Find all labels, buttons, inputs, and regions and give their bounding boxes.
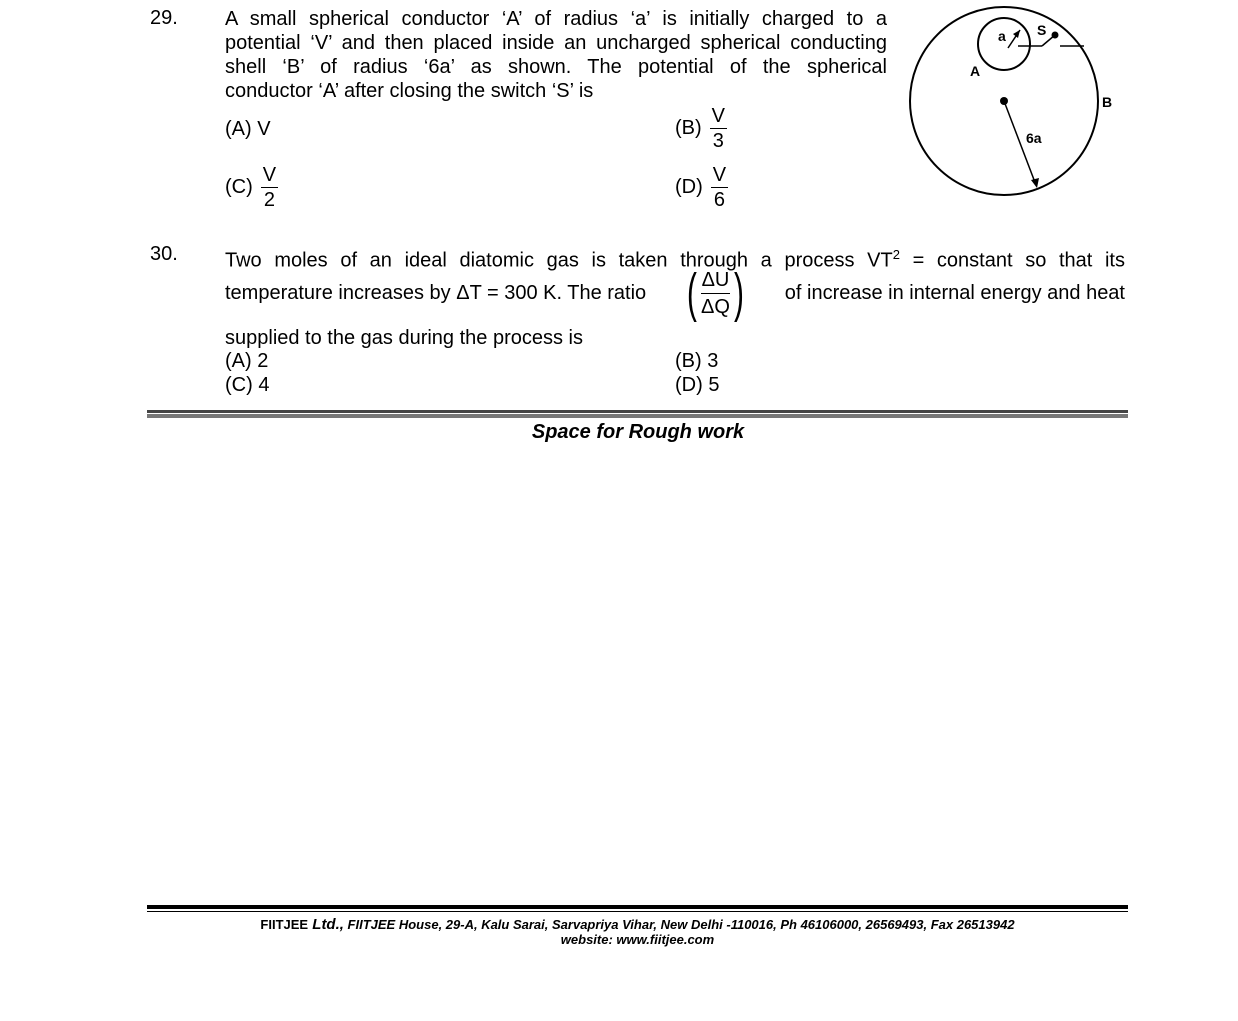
option-30-c[interactable]: (C) 4 [225,374,270,396]
fraction-numerator: V [711,105,726,127]
option-29-c[interactable] [225,163,278,212]
label-sphere-a: A [970,63,981,79]
question-29-text [225,7,887,103]
fraction-numerator: V [712,164,727,186]
divider-rule-shadow [147,414,1128,418]
question-29-line: A small spherical conductor ‘A’ of radius ‘a’ is initially charged to a [225,8,887,30]
ratio-fraction [683,263,749,323]
question-30-line-2 [225,263,1125,323]
footer-address [147,916,1128,933]
footer-rule-thin [147,911,1128,912]
arrowhead [1031,178,1039,188]
question-29-line: conductor ‘A’ after closing the switch ‘S’ is [225,80,594,102]
option-30-d[interactable]: (D) 5 [675,374,720,396]
fraction [701,267,731,320]
q30-text: Two moles of an ideal diatomic gas is taken through a process VT [225,249,893,272]
left-paren: ( [686,263,697,323]
q30-text: = constant so that its [899,249,1125,272]
fraction-denominator: 2 [263,189,275,211]
right-paren: ) [734,263,745,323]
option-30-b[interactable]: (B) 3 [675,350,719,372]
label-a: a [998,28,1006,44]
fraction-denominator: 6 [713,189,725,211]
option-29-d[interactable] [675,163,728,212]
spherical-conductor-diagram [900,0,1130,205]
question-number-30: 30. [150,243,178,265]
footer-rule [147,905,1128,909]
question-30-line-3: supplied to the gas during the process is [225,327,583,349]
fraction-denominator: 3 [712,130,724,152]
fraction-numerator: V [262,164,277,186]
footer-brand: FIITJEE [260,917,309,932]
option-30-a[interactable]: (A) 2 [225,350,269,372]
rough-work-heading: Space for Rough work [531,421,745,443]
q30-text: temperature increases by ΔT = 300 K. The ratio [225,282,647,304]
fraction-denominator: ΔQ [701,295,730,318]
footer-website[interactable]: website: www.fiitjee.com [560,932,715,947]
divider-rule [147,410,1128,413]
question-number-29: 29. [150,7,178,29]
label-shell-b: B [1102,94,1113,110]
footer-company: Ltd., [308,916,344,933]
option-29-b[interactable] [675,104,727,153]
option-29-a[interactable]: (A) V [225,118,271,140]
option-label: (B) [675,117,702,139]
option-label: (C) [225,176,253,198]
question-29-line: potential ‘V’ and then placed inside an uncharged spherical conducting [225,32,887,54]
fraction [261,163,278,212]
q30-superscript: 2 [892,247,900,262]
option-label: (D) [675,176,703,198]
label-6a: 6a [1026,130,1042,146]
switch-contact [1052,32,1059,39]
label-s: S [1037,22,1047,38]
fraction-numerator: ΔU [701,267,731,294]
fraction [711,163,728,212]
arrowhead [1013,30,1020,38]
question-29-line: shell ‘B’ of radius ‘6a’ as shown. The potential of the spherical [225,56,887,78]
q30-text: of increase in internal energy and heat [784,282,1125,304]
footer-address-text: FIITJEE House, 29-A, Kalu Sarai, Sarvapriya Vihar, New Delhi -110016, Ph 46106000, 26569493, Fax 26513942 [343,917,1015,932]
fraction [710,104,727,153]
inner-sphere-a [978,18,1030,70]
